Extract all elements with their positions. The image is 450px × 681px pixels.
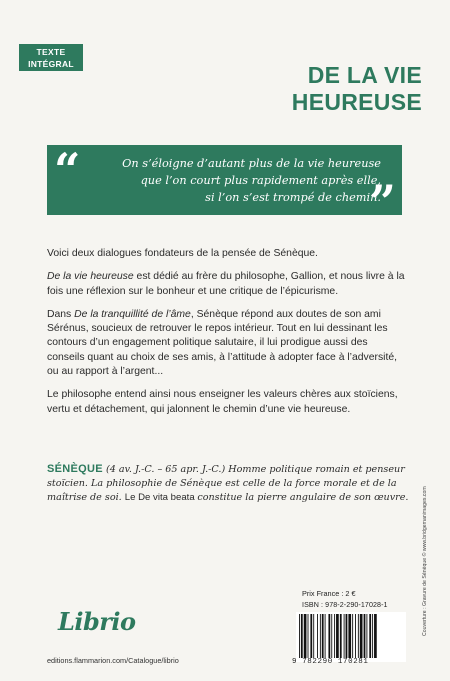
barcode [296,612,406,662]
open-quote-icon: “ [54,143,81,197]
paragraph-3: Dans De la tranquillité de l’âme, Sénèque répond aux doutes de son ami Sérénus, soucieux de retrouver le repos intérieur. Tout en lui dessinant les contours d’un engagement politique salutaire, il lui prodigue aussi des conseils quant au choix de ses amis, à l’attitude à adopter face à l’adversité, ou au rapport à l’argent... [47,308,398,378]
author-bio: SÉNÈQUE (4 av. J.-C. – 65 apr. J.-C.) Homme politique romain et penseur stoïcien. La philosophie de Sénèque est celle de la force morale et de la maîtrise de soi. Le De vita beata constitue la pierre angulaire de son œuvre. [47,463,409,503]
barcode-digits: 9 782290 170281 [292,658,369,666]
quote-line-1: On s’éloigne d’autant plus de la vie heureuse [122,157,381,170]
summary-text [47,247,405,426]
paragraph-2: De la vie heureuse est dédié au frère du philosophe, Gallion, et nous livre à la fois une réflexion sur le bonheur et une critique de l’épicurisme. [47,271,405,297]
quote-box [47,143,402,229]
work-title-1: De la vie heureuse [47,271,134,283]
badge-line-2: INTÉGRAL [28,59,74,69]
paragraph-4: Le philosophe entend ainsi nous enseigner les valeurs chères aux stoïciens, vertu et détachement, qui jalonnent le chemin d’une vie heureuse. [47,389,398,415]
publisher-url: editions.flammarion.com/Catalogue/librio [47,656,179,665]
quote-line-3: si l’on s’est trompé de chemin. [205,191,381,204]
isbn-label: ISBN : 978-2-290-17028-1 [302,601,388,609]
cover-credit: Couverture : Gravure de Sénèque © www.bridgemanimages.com [422,486,428,636]
quote-line-2: que l’on court plus rapidement après elle, [140,174,381,187]
title-line-2: HEUREUSE [291,89,422,115]
librio-logo [58,607,136,647]
badge-line-1: TEXTE [36,47,66,57]
texte-integral-badge [19,44,83,71]
close-quote-icon: ” [369,175,396,229]
paragraph-1: Voici deux dialogues fondateurs de la pensée de Sénèque. [47,248,318,259]
quote-text [91,155,381,206]
price-label: Prix France : 2 € [302,589,356,598]
logo-text: Librio [58,607,136,636]
work-title-2: De la tranquillité de l’âme [74,308,191,320]
title-line-1: DE LA VIE [307,62,422,88]
author-name: SÉNÈQUE [47,463,103,475]
book-title [162,62,422,116]
